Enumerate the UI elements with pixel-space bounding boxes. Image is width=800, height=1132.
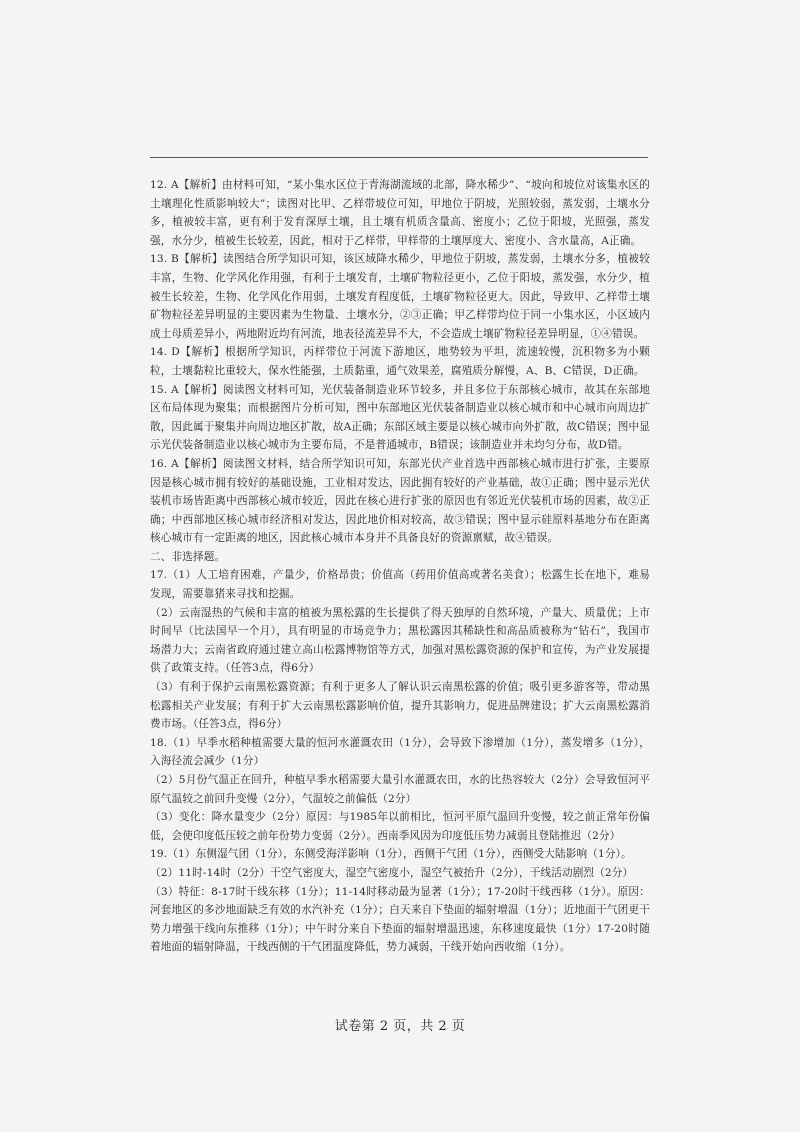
answer-content xyxy=(150,176,650,957)
answer-13: 13. B【解析】读图结合所学知识可知，该区域降水稀少，甲地位于阴坡，蒸发弱，土壤水分多，植被较丰富，生物、化学风化作用强，有利于土壤发育，土壤矿物粒径更小，乙位于阳坡，蒸发强，水分少，植被生长较差，生物、化学风化作用弱，土壤发育程度低，土壤矿物粒径更大。因此，导致甲、乙样带土壤矿物粒径差异明显的主要因素为生物量、土壤水分，②③正确；甲乙样带均位于同一小集水区，小区域内成土母质差异小，两地附近均有河流，地表径流差异不大，不会造成土壤矿物粒径差异明显，①④错误。 xyxy=(150,253,650,340)
answer-17-1: 17.（1）人工培育困难，产量少，价格昂贵；价值高（药用价值高或著名美食）；松露生长在地下，难易发现，需要靠猪来寻找和挖掘。 xyxy=(150,569,650,601)
answer-18-3: （3）变化：降水量变少（2分）原因：与1985年以前相比，恒河平原气温回升变慢，较之前正常年份偏低，会使印度低压较之前年份势力变弱（2分）。西南季风因为印度低压势力减弱且登陆推迟（2分） xyxy=(150,811,650,842)
answer-15: 15. A【解析】阅读图文材料可知，光伏装备制造业环节较多，并且多位于东部核心城市，故其在东部地区布局体现为聚集；而根据图片分析可知，图中东部地区光伏装备制造业以核心城市和中心城市向周边扩散，因此属于聚集并向周边地区扩散，故A正确；东部区域主要是以核心城市向外扩散，故C错误；图中显示光伏装备制造业以核心城市为主要布局，不是普通城市，B错误；该制造业并未均匀分布，故D错。 xyxy=(150,383,650,452)
answer-18-1: 18.（1）早季水稻种植需要大量的恒河水灌溉农田（1分），会导致下渗增加（1分），蒸发增多（1分），入海径流会减少（1分） xyxy=(150,736,650,768)
header-rule xyxy=(150,157,648,158)
answer-17-3: （3）有利于保护云南黑松露资源；有利于更多人了解认识云南黑松露的价值；吸引更多游客等，带动黑松露相关产业发展；有利于扩大云南黑松露影响价值，提升其影响力，促进品牌建设；扩大云南黑松露消费市场。（任答3点，得6分） xyxy=(150,681,650,731)
answer-17-2: （2）云南湿热的气候和丰富的植被为黑松露的生长提供了得天独厚的自然环境，产量大、质量优；上市时间早（比法国早一个月），具有明显的市场竞争力；黑松露因其稀缺性和高品质被称为“钻石”，我国市场潜力大；云南省政府通过建立高山松露博物馆等方式，加强对黑松露资源的保护和宣传，为产业发展提供了政策支持。（任答3点，得6分） xyxy=(150,606,650,675)
section-heading: 二、非选择题。 xyxy=(150,550,226,563)
answer-19-1: 19.（1）东侧湿气团（1分），东侧受海洋影响（1分），西侧干气团（1分），西侧受大陆影响（1分）。 xyxy=(150,848,632,861)
answer-19-2: （2）11时-14时（2分）干空气密度大，湿空气密度小，湿空气被抬升（2分），干线活动剧烈（2分） xyxy=(150,866,634,879)
answer-18-2: （2）5月份气温正在回升，种植早季水稻需要大量引水灌溉农田，水的比热容较大（2分）会导致恒河平原气温较之前回升变慢（2分），气温较之前偏低（2分） xyxy=(150,774,650,805)
answer-12: 12. A【解析】由材料可知，“某小集水区位于青海湖流域的北部，降水稀少”、“坡向和坡位对该集水区的土壤理化性质影响较大”；读图对比甲、乙样带坡位可知，甲地位于阴坡，光照较弱，蒸发弱，土壤水分多，植被较丰富，更有利于发育深厚土壤，且土壤有机质含量高、密度小；乙位于阳坡，光照强，蒸发强，水分少，植被生长较差，因此，相对于乙样带，甲样带的土壤厚度大、密度小、含水量高，A正确。 xyxy=(150,179,650,247)
answer-16: 16. A【解析】阅读图文材料，结合所学知识可知，东部光伏产业首选中西部核心城市进行扩张，主要原因是核心城市拥有较好的基础设施，工业相对发达，因此拥有较好的产业基础，故①正确；图中显示光伏装机市场皆距离中西部核心城市较近，因此在核心进行扩张的原因也有邻近光伏装机市场的因素，故②正确；中西部地区核心城市经济相对发达，因此地价相对较高，故③错误；图中显示硅原料基地分布在距离核心城市有一定距离的地区，因此核心城市本身并不具备良好的资源禀赋，故④错误。 xyxy=(150,457,650,545)
answer-14: 14. D【解析】根据所学知识，丙样带位于河流下游地区，地势较为平坦，流速较慢，沉积物多为小颗粒，土壤黏粒比重较大，保水性能强，土质黏重，通气效果差，腐殖质分解慢，A、B、C错误，D正确。 xyxy=(150,346,650,377)
page-footer: 试卷第 2 页，共 2 页 xyxy=(334,1019,466,1034)
answer-19-3: （3）特征：8-17时干线东移（1分）；11-14时移动最为显著（1分）；17-20时干线西移（1分）。原因：河套地区的多沙地面缺乏有效的水汽补充（1分）；白天来自下垫面的辐射增温（1分）；近地面干气团更干势力增强干线向东推移（1分）；中午时分来自下垫面的辐射增温迅速，东移速度最快（1分）17-20时随着地面的辐射降温，干线西侧的干气团温度降低，势力减弱，干线开始向西收缩（1分）。 xyxy=(150,885,650,954)
